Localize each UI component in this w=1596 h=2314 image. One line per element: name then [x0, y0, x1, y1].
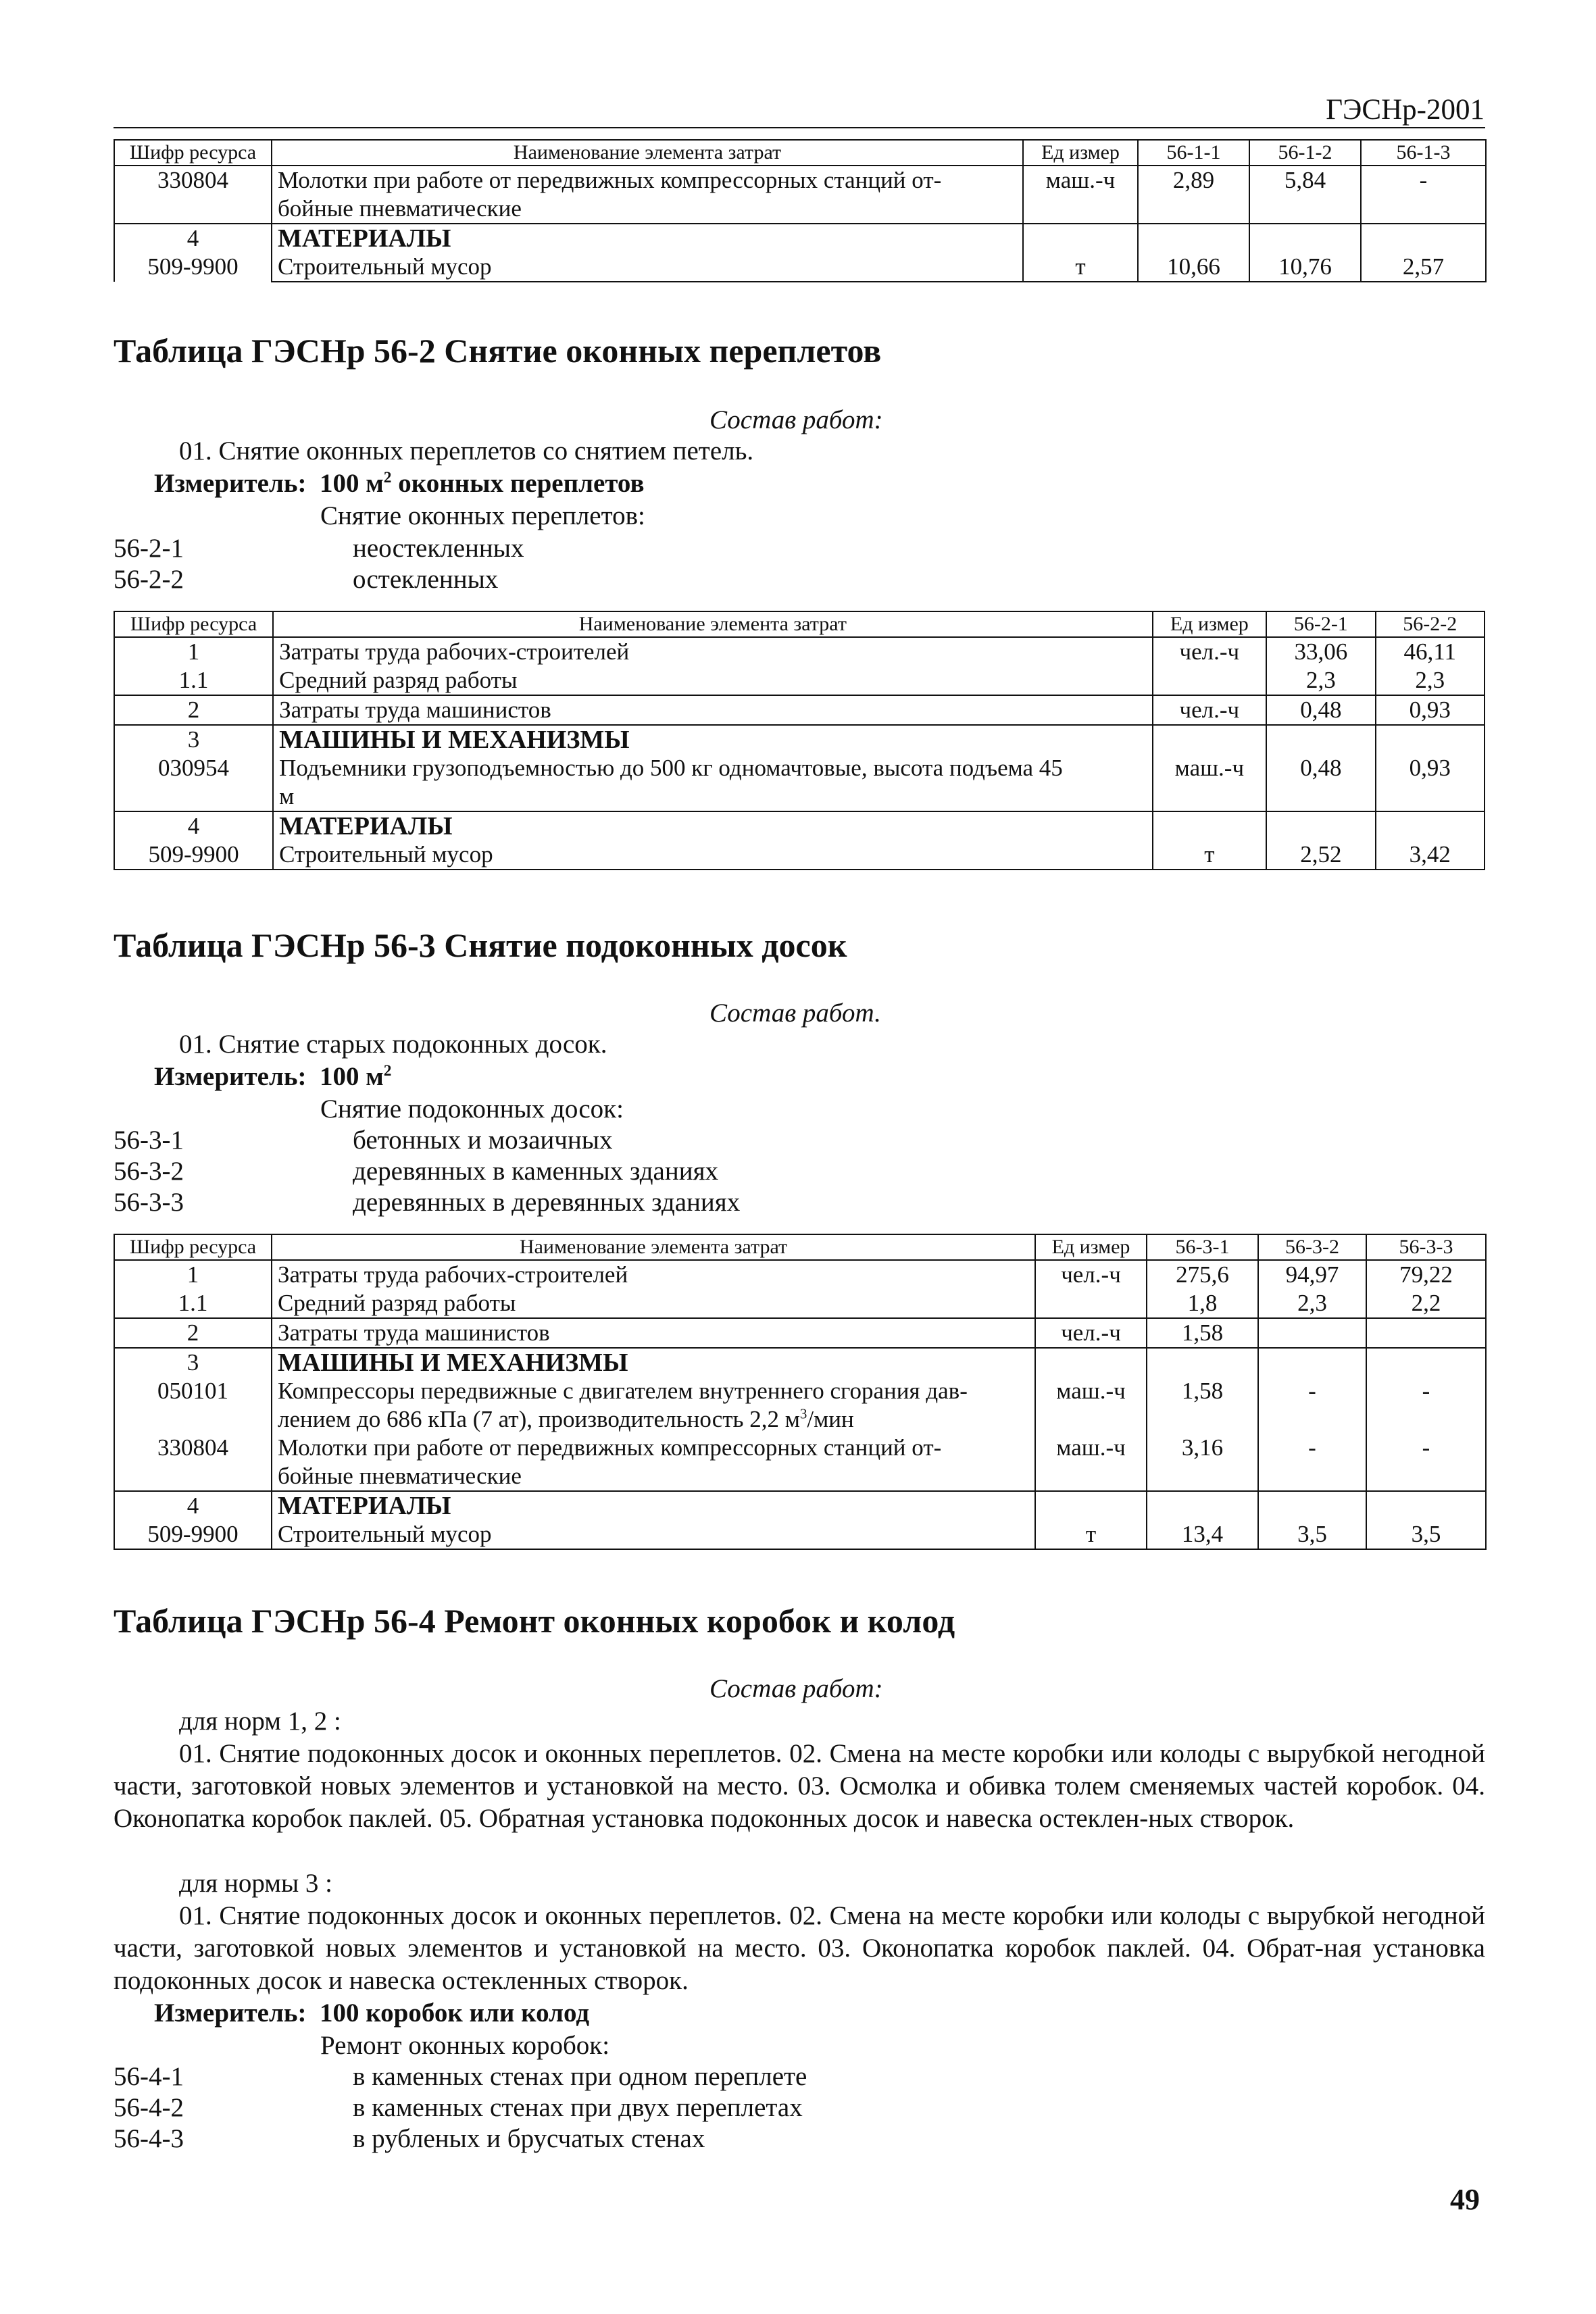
cell-value: - - [1258, 1348, 1366, 1491]
norm-code: 56-4-2 [114, 2093, 184, 2122]
section-title-56-3: Таблица ГЭСНр 56-3 Снятие подоконных досок [114, 926, 847, 964]
table-row [114, 166, 1486, 224]
table-56-3 [114, 1234, 1487, 1550]
cell-value: 46,11 2,3 [1376, 637, 1485, 695]
cell-unit: маш.-ч [1153, 725, 1266, 811]
norm-text: в рубленых и брусчатых стенах [353, 2124, 705, 2153]
meter-line: Измеритель: 100 коробок или колод [154, 1998, 590, 2028]
norm-text: деревянных в каменных зданиях [353, 1157, 719, 1186]
norm-code: 56-2-2 [114, 565, 184, 594]
norm-text: бетонных и мозаичных [353, 1126, 613, 1155]
norms-text: 01. Снятие подоконных досок и оконных переплетов. 02. Смена на месте коробки или колоды с вырубкой негодной части, заготовкой новых элементов и установкой на место. 03. Осмолка и обивка толем сменяемых частей коробок. 04. Оконопатка коробок паклей. 05. Обратная установка подоконных досок и навеска остеклен-ных створок. [114, 1739, 1485, 1833]
work-item: 01. Снятие старых подоконных досок. [179, 1030, 607, 1059]
cell-unit: т [1023, 224, 1138, 282]
meter-line: Измеритель: 100 $м^2$ оконных переплетов [154, 469, 645, 498]
cell-name: МАШИНЫ И МЕХАНИЗМЫ Подъемники грузоподъемностью до 500 кг одномачтовые, высота подъема 45 м [273, 725, 1153, 811]
table-row [114, 1318, 1486, 1348]
table-row [114, 695, 1485, 725]
table-row [114, 725, 1485, 811]
col-header: Наименование элемента затрат [272, 1234, 1035, 1260]
cell-unit: чел.-ч [1153, 637, 1266, 695]
cell-value: 1,58 3,16 [1147, 1348, 1258, 1491]
cell-unit: т [1035, 1491, 1147, 1549]
cell-name: МАТЕРИАЛЫ Строительный мусор [272, 1491, 1035, 1549]
section-title-56-2: Таблица ГЭСНр 56-2 Снятие оконных переплетов [114, 332, 882, 370]
cell-code: 3 050101 330804 [114, 1348, 272, 1491]
cell-value: 1,58 [1147, 1318, 1258, 1348]
page-number: 49 [1450, 2183, 1480, 2216]
col-header: Шифр ресурса [114, 611, 273, 637]
cell-value: 2,57 [1361, 224, 1486, 282]
cell-value: 3,5 [1366, 1491, 1486, 1549]
norm-code: 56-2-1 [114, 534, 184, 563]
cell-value: 10,76 [1249, 224, 1361, 282]
meter-line: Измеритель: 100 $м^2$ [154, 1062, 392, 1091]
works-label: Состав работ: [709, 1674, 883, 1703]
cell-code: 2 [114, 1318, 272, 1348]
norm-code: 56-3-1 [114, 1126, 184, 1155]
cell-value: 79,22 2,2 [1366, 1260, 1486, 1318]
col-header: Ед измер [1153, 611, 1266, 637]
norm-code: 56-4-1 [114, 2062, 184, 2091]
cell-value: 0,93 [1376, 695, 1485, 725]
col-header: 56-2-1 [1266, 611, 1375, 637]
group-label: Снятие оконных переплетов: [320, 501, 645, 530]
table-56-2 [114, 611, 1485, 870]
cell-value: 0,48 [1266, 725, 1375, 811]
cell-unit: чел.-ч [1035, 1260, 1147, 1318]
cell-name: Молотки при работе от передвижных компрессорных станций от- бойные пневматические [272, 166, 1023, 224]
cell-code: 1 1.1 [114, 1260, 272, 1318]
col-header: Ед измер [1023, 140, 1138, 166]
cell-code: 4 509-9900 [114, 1491, 272, 1549]
cell-unit: т [1153, 811, 1266, 870]
cell-value: 2,89 [1138, 166, 1249, 224]
cell-name: Затраты труда машинистов [273, 695, 1153, 725]
norms-label: для нормы 3 : [179, 1869, 332, 1898]
cell-value: 275,6 1,8 [1147, 1260, 1258, 1318]
norm-text: остекленных [353, 565, 499, 594]
cell-name: МАТЕРИАЛЫ Строительный мусор [272, 224, 1023, 282]
norms-label: для норм 1, 2 : [179, 1707, 341, 1736]
cell-value: 94,97 2,3 [1258, 1260, 1366, 1318]
cell-value: - - [1366, 1348, 1486, 1491]
cell-value [1258, 1318, 1366, 1348]
col-header: Наименование элемента затрат [273, 611, 1153, 637]
col-header: 56-3-2 [1258, 1234, 1366, 1260]
norm-text: в каменных стенах при одном переплете [353, 2062, 807, 2091]
cell-code: 3 030954 [114, 725, 273, 811]
norm-text: деревянных в деревянных зданиях [353, 1188, 741, 1217]
table-header-row [114, 611, 1485, 637]
document-code: ГЭСНр-2001 [1326, 94, 1485, 126]
cell-value: 3,42 [1376, 811, 1485, 870]
table-row [114, 637, 1485, 695]
col-header: Шифр ресурса [114, 1234, 272, 1260]
table-row [114, 1491, 1486, 1549]
group-label: Ремонт оконных коробок: [320, 2031, 610, 2060]
table-56-1-continuation [114, 139, 1487, 282]
cell-value: 2,52 [1266, 811, 1375, 870]
col-header: 56-3-1 [1147, 1234, 1258, 1260]
col-header: 56-1-2 [1249, 140, 1361, 166]
cell-value: 3,5 [1258, 1491, 1366, 1549]
norm-code: 56-3-2 [114, 1157, 184, 1186]
table-row [114, 1348, 1486, 1491]
table-header-row [114, 140, 1486, 166]
cell-code: 1 1.1 [114, 637, 273, 695]
cell-name: Затраты труда рабочих-строителей Средний разряд работы [273, 637, 1153, 695]
cell-value [1366, 1318, 1486, 1348]
col-header: Наименование элемента затрат [272, 140, 1023, 166]
cell-value: - [1361, 166, 1486, 224]
cell-name: Затраты труда машинистов [272, 1318, 1035, 1348]
group-label: Снятие подоконных досок: [320, 1095, 624, 1124]
cell-value: 5,84 [1249, 166, 1361, 224]
cell-unit: маш.-ч [1023, 166, 1138, 224]
col-header: Шифр ресурса [114, 140, 272, 166]
cell-unit: маш.-ч маш.-ч [1035, 1348, 1147, 1491]
col-header: 56-1-3 [1361, 140, 1486, 166]
cell-value: 10,66 [1138, 224, 1249, 282]
works-label: Состав работ. [709, 999, 881, 1028]
cell-code: 330804 [114, 166, 272, 224]
col-header: 56-3-3 [1366, 1234, 1486, 1260]
table-row [114, 1260, 1486, 1318]
works-label: Состав работ: [709, 405, 883, 434]
col-header: Ед измер [1035, 1234, 1147, 1260]
table-row [114, 224, 1486, 282]
cell-value: 0,48 [1266, 695, 1375, 725]
cell-code: 4 509-9900 [114, 811, 273, 870]
cell-code: 2 [114, 695, 273, 725]
cell-code: 4 509-9900 [114, 224, 272, 282]
cell-unit: чел.-ч [1153, 695, 1266, 725]
col-header: 56-1-1 [1138, 140, 1249, 166]
table-header-row [114, 1234, 1486, 1260]
norm-text: неостекленных [353, 534, 524, 563]
norm-code: 56-4-3 [114, 2124, 184, 2153]
table-row [114, 811, 1485, 870]
section-title-56-4: Таблица ГЭСНр 56-4 Ремонт оконных коробок и колод [114, 1602, 955, 1640]
cell-unit: чел.-ч [1035, 1318, 1147, 1348]
cell-name: МАТЕРИАЛЫ Строительный мусор [273, 811, 1153, 870]
cell-name: Затраты труда рабочих-строителей Средний разряд работы [272, 1260, 1035, 1318]
cell-value: 33,06 2,3 [1266, 637, 1375, 695]
header-rule [114, 127, 1485, 128]
cell-value: 13,4 [1147, 1491, 1258, 1549]
norms-text: 01. Снятие подоконных досок и оконных переплетов. 02. Смена на месте коробки или колоды с вырубкой негодной части, заготовкой новых элементов и установкой на место. 03. Оконопатка коробок паклей. 04. Обрат-ная установка подоконных досок и навеска остекленных створок. [114, 1901, 1485, 1995]
cell-name: МАШИНЫ И МЕХАНИЗМЫ Компрессоры передвижные с двигателем внутреннего сгорания дав- лением до 686 кПа (7 ат), производительность 2,2 $м^3$/мин Молотки при работе от передвижных компрессорных станций от- бойные пневматические [272, 1348, 1035, 1491]
col-header: 56-2-2 [1376, 611, 1485, 637]
norm-text: в каменных стенах при двух переплетах [353, 2093, 803, 2122]
norm-code: 56-3-3 [114, 1188, 184, 1217]
work-item: 01. Снятие оконных переплетов со снятием петель. [179, 436, 754, 466]
cell-value: 0,93 [1376, 725, 1485, 811]
